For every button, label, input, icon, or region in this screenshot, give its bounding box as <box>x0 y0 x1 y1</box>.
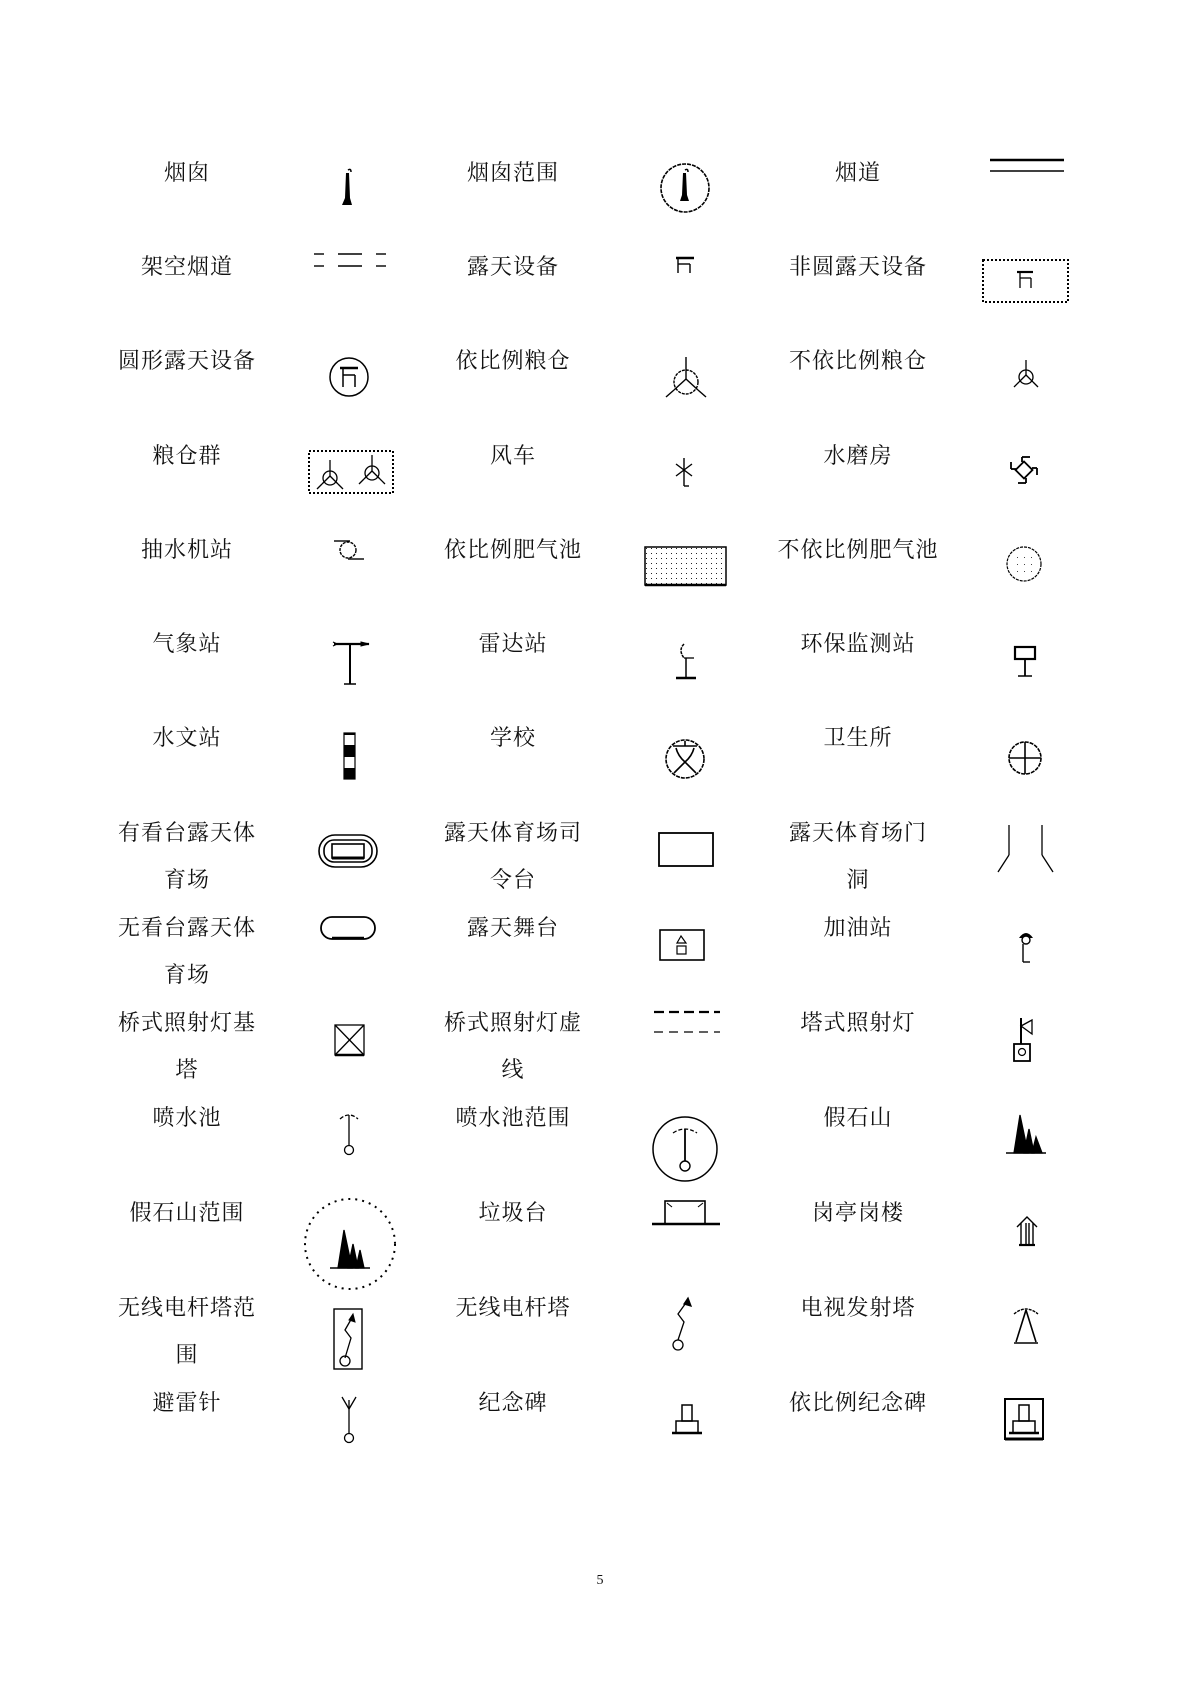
unscaled-granary-icon <box>1012 360 1042 390</box>
water-mill-icon <box>1010 456 1040 486</box>
stadium-gateway-icon <box>996 825 1058 875</box>
stadium-command-platform-icon <box>658 832 716 868</box>
rockery-icon <box>1004 1113 1048 1157</box>
symbol-label-scaled-biogas-pit: 依比例肥气池 <box>443 538 582 563</box>
symbol-label-stadium-gateway: 露天体育场门洞 <box>788 821 927 893</box>
stadium-without-stands-icon <box>320 916 378 942</box>
symbol-label-chimney: 烟囱 <box>163 161 210 186</box>
tv-transmission-tower-icon <box>1012 1306 1040 1346</box>
overhead-flue-icon <box>314 251 386 271</box>
symbol-label-bridge-floodlight-dashed-line: 桥式照射灯虚线 <box>443 1011 582 1083</box>
symbol-label-tv-transmission-tower: 电视发射塔 <box>800 1296 916 1321</box>
stadium-with-stands-icon <box>318 834 380 870</box>
symbol-label-scaled-granary: 依比例粮仓 <box>455 349 571 374</box>
symbol-label-scaled-monument: 依比例纪念碑 <box>788 1391 927 1416</box>
open-air-equipment-icon <box>675 256 695 276</box>
flue-icon <box>990 158 1066 174</box>
symbol-label-fountain-extent: 喷水池范围 <box>455 1106 571 1131</box>
clinic-icon <box>1007 740 1045 778</box>
symbol-label-radar-station: 雷达站 <box>478 632 548 657</box>
symbol-label-chimney-extent: 烟囱范围 <box>466 161 559 186</box>
symbol-label-overhead-flue: 架空烟道 <box>140 255 233 280</box>
symbol-label-non-round-open-air-equipment: 非圆露天设备 <box>788 255 927 280</box>
lightning-rod-icon <box>338 1397 360 1445</box>
symbol-label-rockery: 假石山 <box>823 1106 893 1131</box>
fountain-icon <box>337 1113 361 1159</box>
scaled-biogas-pit-icon <box>644 546 728 588</box>
symbol-label-radio-tower: 无线电杆塔 <box>455 1296 571 1321</box>
symbol-label-stadium-with-stands: 有看台露天体育场 <box>117 821 256 893</box>
granary-group-icon <box>308 450 396 496</box>
chimney-icon <box>338 168 358 208</box>
fountain-extent-icon <box>651 1115 721 1185</box>
symbol-label-school: 学校 <box>489 726 536 751</box>
symbol-label-hydrological-station: 水文站 <box>152 726 222 751</box>
symbol-label-clinic: 卫生所 <box>823 726 893 751</box>
symbol-label-granary-group: 粮仓群 <box>152 444 222 469</box>
weather-station-icon <box>333 640 373 686</box>
monument-icon <box>670 1403 706 1437</box>
scaled-granary-icon <box>664 357 710 399</box>
radio-tower-icon <box>670 1296 696 1352</box>
open-air-stage-icon <box>659 929 707 963</box>
garbage-platform-icon <box>652 1200 722 1228</box>
tower-floodlight-icon <box>1013 1018 1041 1064</box>
rockery-extent-icon <box>304 1198 398 1292</box>
symbol-label-environmental-monitoring-station: 环保监测站 <box>800 632 916 657</box>
symbol-label-gas-station: 加油站 <box>823 916 893 941</box>
sentry-box-icon <box>1015 1215 1039 1249</box>
symbol-label-bridge-floodlight-tower: 桥式照射灯基塔 <box>117 1011 256 1083</box>
symbol-label-pump-station: 抽水机站 <box>140 538 233 563</box>
bridge-floodlight-dashed-line-icon <box>654 1010 720 1034</box>
windmill-icon <box>672 458 696 488</box>
symbol-label-round-open-air-equipment: 圆形露天设备 <box>117 349 256 374</box>
symbol-label-open-air-stage: 露天舞台 <box>466 916 559 941</box>
symbol-label-radio-tower-extent: 无线电杆塔范围 <box>117 1296 256 1368</box>
gas-station-icon <box>1016 930 1036 964</box>
scaled-monument-icon <box>1004 1398 1046 1442</box>
radar-station-icon <box>674 642 700 682</box>
symbol-label-open-air-equipment: 露天设备 <box>466 255 559 280</box>
symbol-label-unscaled-biogas-pit: 不依比例肥气池 <box>777 538 939 563</box>
symbol-label-windmill: 风车 <box>489 444 536 469</box>
symbol-label-fountain: 喷水池 <box>152 1106 222 1131</box>
symbol-label-garbage-platform: 垃圾台 <box>478 1201 548 1226</box>
symbol-label-sentry-box: 岗亭岗楼 <box>811 1201 904 1226</box>
page-number: 5 <box>596 1573 604 1588</box>
school-icon <box>665 738 707 780</box>
environmental-monitoring-station-icon <box>1013 645 1039 679</box>
pump-station-icon <box>334 540 366 562</box>
symbol-label-rockery-extent: 假石山范围 <box>129 1201 245 1226</box>
symbol-label-flue: 烟道 <box>834 161 881 186</box>
symbol-label-lightning-rod: 避雷针 <box>152 1391 222 1416</box>
symbol-label-weather-station: 气象站 <box>152 632 222 657</box>
non-round-open-air-equipment-icon <box>982 258 1070 306</box>
chimney-extent-icon <box>660 163 712 215</box>
symbol-label-stadium-without-stands: 无看台露天体育场 <box>117 916 256 988</box>
symbol-label-tower-floodlight: 塔式照射灯 <box>800 1011 916 1036</box>
symbol-label-monument: 纪念碑 <box>478 1391 548 1416</box>
symbol-label-unscaled-granary: 不依比例粮仓 <box>788 349 927 374</box>
symbol-label-water-mill: 水磨房 <box>823 444 893 469</box>
symbol-label-stadium-command-platform: 露天体育场司令台 <box>443 821 582 893</box>
round-open-air-equipment-icon <box>329 357 371 399</box>
unscaled-biogas-pit-icon <box>1006 546 1044 584</box>
hydrological-station-icon <box>343 733 357 781</box>
bridge-floodlight-tower-icon <box>334 1024 366 1058</box>
radio-tower-extent-icon <box>333 1308 365 1372</box>
